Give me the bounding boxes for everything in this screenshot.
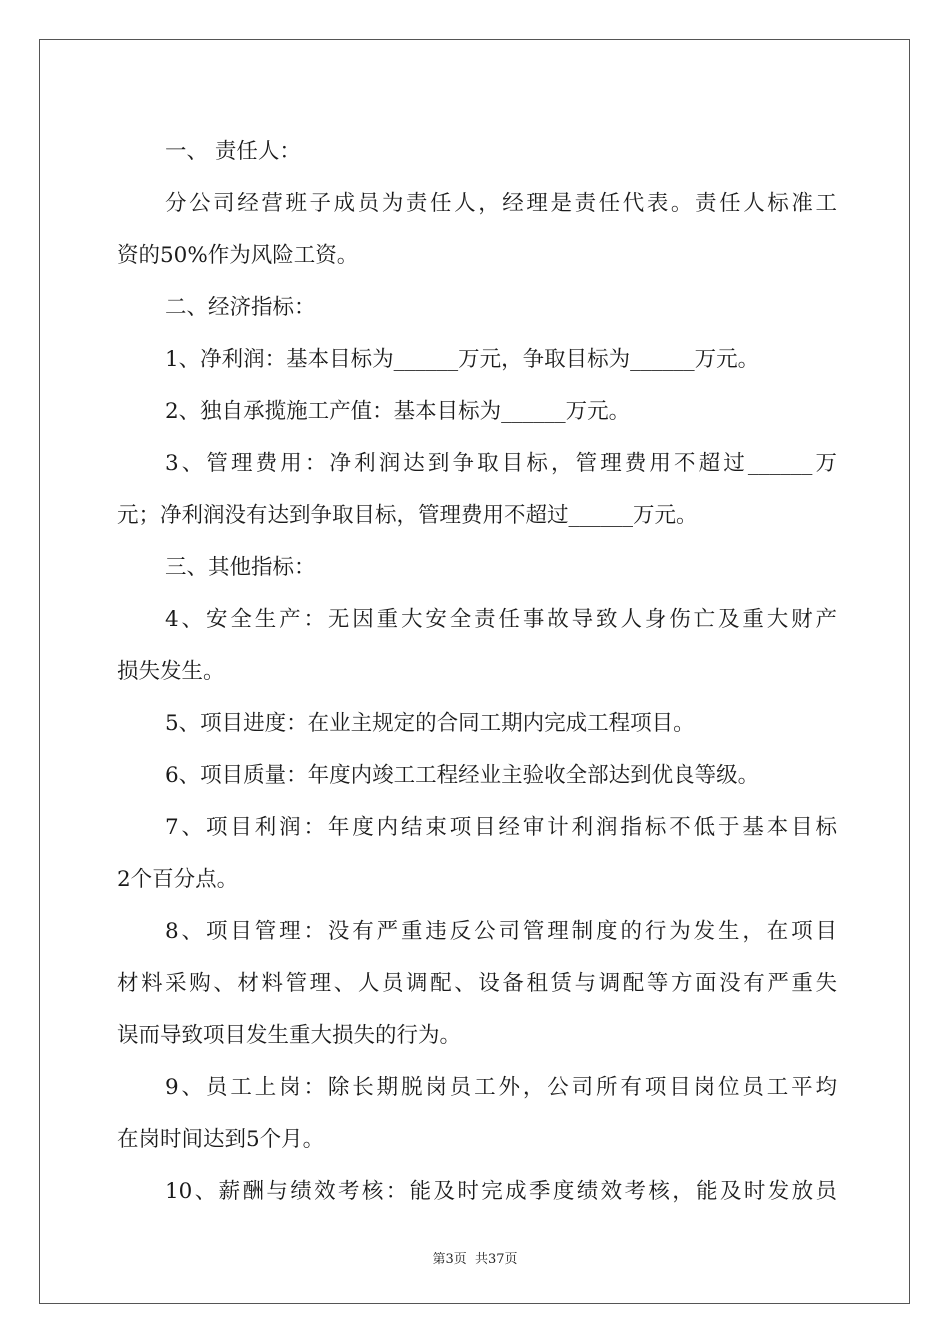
document-body <box>117 126 837 1218</box>
paragraph-line: 在岗时间达到5个月。 <box>117 1127 325 1152</box>
paragraph-line: 损失发生。 <box>117 659 225 684</box>
heading-economic-indicators: 二、经济指标： <box>165 295 316 320</box>
paragraph-line: 7、项目利润：年度内结束项目经审计利润指标不低于基本目标 <box>165 815 837 840</box>
paragraph-line: 10、薪酬与绩效考核：能及时完成季度绩效考核，能及时发放员 <box>165 1179 837 1204</box>
paragraph-line: 5、项目进度：在业主规定的合同工期内完成工程项目。 <box>165 711 695 736</box>
paragraph-line: 2个百分点。 <box>117 867 239 892</box>
paragraph-line: 材料采购、材料管理、人员调配、设备租赁与调配等方面没有严重失 <box>117 971 837 996</box>
heading-responsible-person: 一、 责任人： <box>165 139 301 164</box>
page-number: 第3页 <box>432 1252 467 1267</box>
paragraph-line: 9、员工上岗：除长期脱岗员工外，公司所有项目岗位员工平均 <box>165 1075 837 1100</box>
heading-other-indicators: 三、其他指标： <box>165 555 316 580</box>
paragraph-line: 1、净利润：基本目标为______万元，争取目标为______万元。 <box>165 347 760 372</box>
paragraph-line: 分公司经营班子成员为责任人，经理是责任代表。责任人标准工 <box>165 191 837 216</box>
paragraph-line: 误而导致项目发生重大损失的行为。 <box>117 1023 462 1048</box>
paragraph-line: 资的50%作为风险工资。 <box>117 243 359 268</box>
paragraph-line: 3、管理费用：净利润达到争取目标，管理费用不超过______万 <box>165 451 837 476</box>
paragraph-line: 6、项目质量：年度内竣工工程经业主验收全部达到优良等级。 <box>165 763 760 788</box>
page-total: 共37页 <box>474 1252 518 1267</box>
paragraph-line: 元；净利润没有达到争取目标，管理费用不超过______万元。 <box>117 503 698 528</box>
paragraph-line: 4、安全生产：无因重大安全责任事故导致人身伤亡及重大财产 <box>165 607 837 632</box>
paragraph-line: 8、项目管理：没有严重违反公司管理制度的行为发生，在项目 <box>165 919 837 944</box>
page-footer <box>0 1248 950 1267</box>
paragraph-line: 2、独自承揽施工产值：基本目标为______万元。 <box>165 399 631 424</box>
